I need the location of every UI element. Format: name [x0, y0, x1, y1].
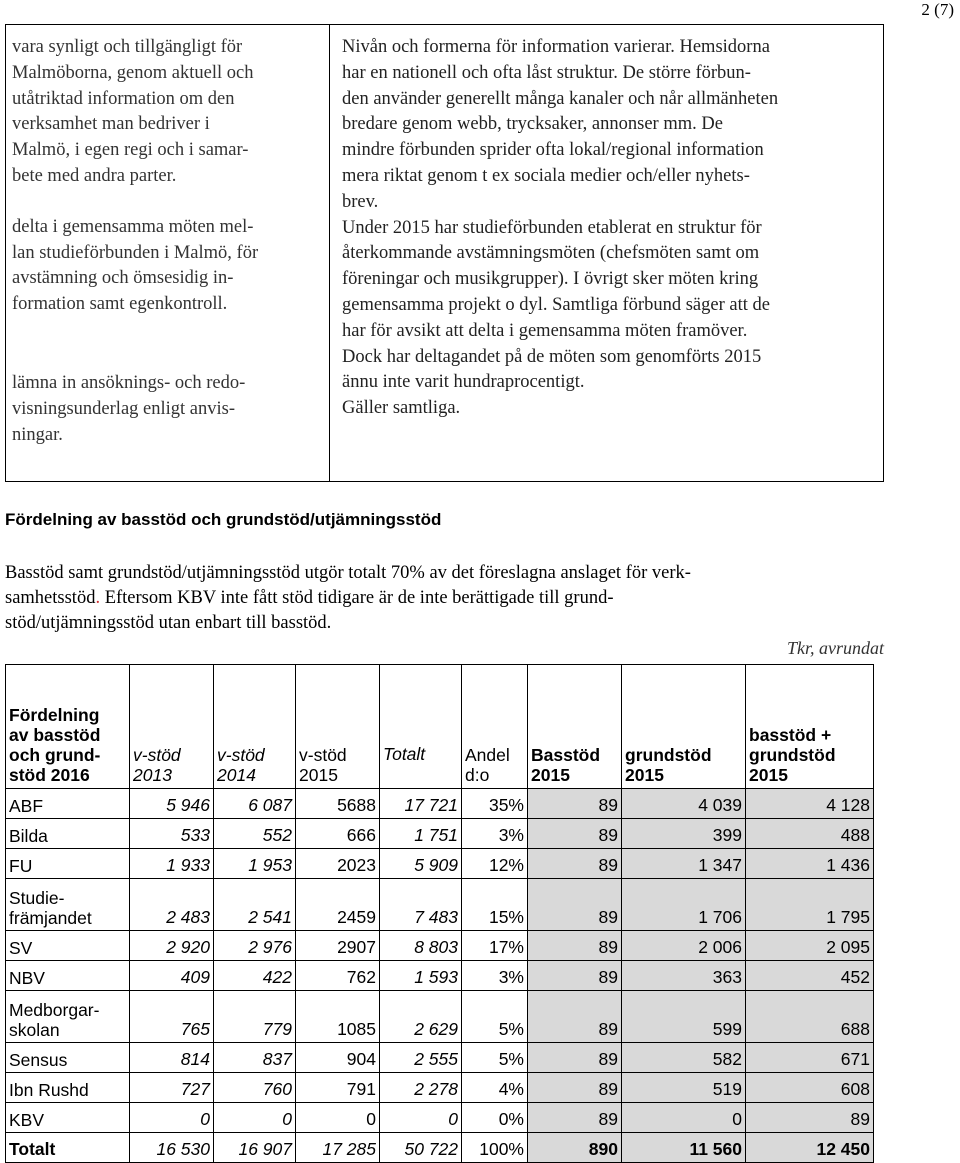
left-item-3	[12, 371, 324, 448]
org-name-line: Studie-	[9, 888, 65, 908]
text-line: gemensamma projekt o dyl. Samtliga förbund säger att de	[342, 294, 770, 315]
text-line: föreningar och musikgrupper). I övrigt sker möten kring	[342, 269, 759, 290]
v2013-cell: 2 920	[130, 931, 214, 961]
text-line: Dock har deltagandet på de möten som genomförts 2015	[342, 346, 762, 367]
criteria-left-column	[12, 35, 324, 448]
total-grundstod: 11 560	[622, 1133, 746, 1163]
andel-cell: 3%	[462, 819, 528, 849]
text-line: mera riktat genom t ex sociala medier och/eller nyhets-	[342, 165, 750, 186]
header-line: Totalt	[383, 744, 426, 764]
total-v2014: 16 907	[214, 1133, 296, 1163]
total-label: Totalt	[6, 1133, 130, 1163]
header-line: 2013	[133, 765, 172, 785]
v2013-cell: 533	[130, 819, 214, 849]
andel-cell: 5%	[462, 1043, 528, 1073]
text-line: utåtriktad information om den	[12, 88, 235, 109]
org-name-line: Ibn Rushd	[9, 1080, 89, 1100]
table-row	[6, 1103, 874, 1133]
basstod-cell: 89	[528, 819, 622, 849]
v2013-cell: 409	[130, 961, 214, 991]
v2014-cell: 2 976	[214, 931, 296, 961]
andel-cell: 17%	[462, 931, 528, 961]
org-name-cell	[6, 1103, 130, 1133]
grundstod-cell: 599	[622, 991, 746, 1043]
basstod-cell: 89	[528, 991, 622, 1043]
text-line: ännu inte varit hundraprocentigt.	[342, 372, 585, 393]
v2014-cell: 0	[214, 1103, 296, 1133]
total-andel: 100%	[462, 1133, 528, 1163]
header-line: Basstöd	[531, 745, 601, 765]
grundstod-cell: 399	[622, 819, 746, 849]
header-line: och grund-	[9, 745, 101, 765]
sum-cell: 608	[746, 1073, 874, 1103]
table-row	[6, 879, 874, 931]
sum-cell: 89	[746, 1103, 874, 1133]
org-name-cell	[6, 991, 130, 1043]
org-name-line: Bilda	[9, 826, 48, 846]
header-line: 2014	[217, 765, 256, 785]
v2013-cell: 814	[130, 1043, 214, 1073]
header-line: d:o	[465, 765, 490, 785]
andel-cell: 5%	[462, 991, 528, 1043]
table-row	[6, 789, 874, 819]
sum-cell: 488	[746, 819, 874, 849]
v2013-cell: 0	[130, 1103, 214, 1133]
sum-cell: 688	[746, 991, 874, 1043]
v2014-cell: 1 953	[214, 849, 296, 879]
grundstod-cell: 4 039	[622, 789, 746, 819]
header-line: 2015	[625, 765, 664, 785]
v2014-cell: 760	[214, 1073, 296, 1103]
text-line: återkommande avstämningsmöten (chefsmöten samt om	[342, 243, 760, 264]
text-line: Under 2015 har studieförbunden etablerat en struktur för	[342, 217, 762, 238]
grundstod-cell: 1 347	[622, 849, 746, 879]
org-name-cell	[6, 819, 130, 849]
total-sum: 12 450	[746, 1133, 874, 1163]
text-line: har för avsikt att delta i gemensamma möten framöver.	[342, 320, 748, 341]
andel-cell: 0%	[462, 1103, 528, 1133]
basstod-cell: 89	[528, 961, 622, 991]
grundstod-cell: 519	[622, 1073, 746, 1103]
body-line-1: Basstöd samt grundstöd/utjämningsstöd utgör totalt 70% av det föreslagna anslaget för verk-	[5, 563, 691, 583]
org-name-line: KBV	[9, 1110, 45, 1130]
v2015-cell: 791	[296, 1073, 380, 1103]
totalt-cell: 5 909	[380, 849, 462, 879]
sum-cell: 452	[746, 961, 874, 991]
distribution-table	[5, 664, 874, 1163]
text-line: verksamhet man bedriver i	[12, 114, 210, 135]
header-line: basstöd +	[749, 725, 832, 745]
v2013-cell: 2 483	[130, 879, 214, 931]
total-row	[6, 1133, 874, 1163]
text-line: brev.	[342, 191, 379, 212]
text-line: Malmöborna, genom aktuell och	[12, 62, 254, 83]
basstod-cell: 89	[528, 1043, 622, 1073]
header-line: 2015	[299, 765, 338, 785]
header-totalt	[380, 665, 462, 789]
body-line-3: stöd/utjämningsstöd utan enbart till basstöd.	[5, 613, 332, 633]
totalt-cell: 8 803	[380, 931, 462, 961]
total-v2015: 17 285	[296, 1133, 380, 1163]
criteria-right-column	[342, 35, 882, 422]
totalt-cell: 2 278	[380, 1073, 462, 1103]
v2015-cell: 904	[296, 1043, 380, 1073]
sum-cell: 671	[746, 1043, 874, 1073]
basstod-cell: 89	[528, 1103, 622, 1133]
v2013-cell: 5 946	[130, 789, 214, 819]
table-row	[6, 819, 874, 849]
v2014-cell: 6 087	[214, 789, 296, 819]
sum-cell: 4 128	[746, 789, 874, 819]
right-item-3	[342, 396, 882, 422]
basstod-cell: 89	[528, 789, 622, 819]
v2014-cell: 552	[214, 819, 296, 849]
text-line: Gäller samtliga.	[342, 398, 461, 419]
andel-cell: 35%	[462, 789, 528, 819]
org-name-line: Sensus	[9, 1050, 68, 1070]
v2015-cell: 666	[296, 819, 380, 849]
table-body	[6, 789, 874, 1163]
grundstod-cell: 2 006	[622, 931, 746, 961]
header-line: stöd 2016	[9, 765, 90, 785]
v2015-cell: 1085	[296, 991, 380, 1043]
totalt-cell: 1 751	[380, 819, 462, 849]
text-line: visningsunderlag enligt anvis-	[12, 398, 235, 419]
page-number: 2 (7)	[921, 0, 954, 19]
table-row	[6, 849, 874, 879]
andel-cell: 3%	[462, 961, 528, 991]
body-text-segment: samhetsstöd	[5, 588, 96, 608]
v2015-cell: 2459	[296, 879, 380, 931]
org-name-line: skolan	[9, 1020, 60, 1040]
total-v2013: 16 530	[130, 1133, 214, 1163]
text-line: har en nationell och ofta låst struktur. De större förbun-	[342, 62, 751, 83]
basstod-cell: 89	[528, 1073, 622, 1103]
andel-cell: 4%	[462, 1073, 528, 1103]
org-name-cell	[6, 849, 130, 879]
header-org	[6, 665, 130, 789]
org-name-cell	[6, 1073, 130, 1103]
left-item-1	[12, 35, 324, 190]
v2015-cell: 5688	[296, 789, 380, 819]
v2014-cell: 779	[214, 991, 296, 1043]
section-heading: Fördelning av basstöd och grundstöd/utjämningsstöd	[5, 510, 442, 529]
v2015-cell: 2907	[296, 931, 380, 961]
text-line: lämna in ansöknings- och redo-	[12, 372, 246, 393]
header-line: Andel	[465, 745, 510, 765]
table-row	[6, 961, 874, 991]
header-andel	[462, 665, 528, 789]
org-name-cell	[6, 1043, 130, 1073]
header-row	[6, 665, 874, 789]
header-v2013	[130, 665, 214, 789]
header-grundstod	[622, 665, 746, 789]
totalt-cell: 2 629	[380, 991, 462, 1043]
text-line: bete med andra parter.	[12, 165, 177, 186]
v2014-cell: 422	[214, 961, 296, 991]
header-line: av basstöd	[9, 725, 101, 745]
basstod-cell: 89	[528, 849, 622, 879]
text-line: Nivån och formerna för information varierar. Hemsidorna	[342, 37, 770, 57]
v2013-cell: 727	[130, 1073, 214, 1103]
org-name-line: FU	[9, 856, 33, 876]
v2015-cell: 762	[296, 961, 380, 991]
text-line: delta i gemensamma möten mel-	[12, 216, 254, 237]
text-line: bredare genom webb, trycksaker, annonser mm. De	[342, 114, 723, 135]
grundstod-cell: 582	[622, 1043, 746, 1073]
org-name-line: främjandet	[9, 908, 92, 928]
v2015-cell: 2023	[296, 849, 380, 879]
andel-cell: 15%	[462, 879, 528, 931]
body-paragraph	[5, 561, 905, 636]
totalt-cell: 0	[380, 1103, 462, 1133]
left-item-2	[12, 215, 324, 318]
header-sum	[746, 665, 874, 789]
text-line: ningar.	[12, 424, 63, 445]
totalt-cell: 2 555	[380, 1043, 462, 1073]
andel-cell: 12%	[462, 849, 528, 879]
table-row	[6, 1043, 874, 1073]
totalt-cell: 7 483	[380, 879, 462, 931]
text-line: vara synligt och tillgängligt för	[12, 37, 243, 57]
org-name-cell	[6, 789, 130, 819]
right-item-2	[342, 216, 882, 397]
table-row	[6, 1073, 874, 1103]
org-name-cell	[6, 879, 130, 931]
header-line: v-stöd	[217, 745, 265, 765]
header-line: Fördelning	[9, 705, 100, 725]
v2014-cell: 2 541	[214, 879, 296, 931]
body-line-2	[5, 586, 905, 611]
body-text-segment: Eftersom KBV inte fått stöd tidigare är de inte berättigade till grund-	[100, 588, 614, 608]
text-line: Malmö, i egen regi och i samar-	[12, 140, 249, 161]
grundstod-cell: 0	[622, 1103, 746, 1133]
org-name-cell	[6, 961, 130, 991]
header-v2015	[296, 665, 380, 789]
unit-note: Tkr, avrundat	[786, 638, 884, 658]
v2015-cell: 0	[296, 1103, 380, 1133]
header-line: grundstöd	[625, 745, 712, 765]
header-line: grundstöd	[749, 745, 836, 765]
totalt-cell: 1 593	[380, 961, 462, 991]
sum-cell: 1 795	[746, 879, 874, 931]
header-line: 2015	[531, 765, 570, 785]
text-line: mindre förbunden sprider ofta lokal/regional information	[342, 140, 764, 161]
basstod-cell: 89	[528, 931, 622, 961]
total-basstod: 890	[528, 1133, 622, 1163]
org-name-line: SV	[9, 938, 33, 958]
table-row	[6, 931, 874, 961]
header-line: v-stöd	[133, 745, 181, 765]
header-line: 2015	[749, 765, 788, 785]
org-name-line: NBV	[9, 968, 45, 988]
table-row	[6, 991, 874, 1043]
red-period: .	[95, 588, 101, 608]
org-name-cell	[6, 931, 130, 961]
v2014-cell: 837	[214, 1043, 296, 1073]
text-line: formation samt egenkontroll.	[12, 294, 228, 315]
criteria-table	[5, 24, 884, 482]
grundstod-cell: 1 706	[622, 879, 746, 931]
totalt-cell: 17 721	[380, 789, 462, 819]
org-name-line: ABF	[9, 796, 44, 816]
column-divider	[329, 25, 330, 481]
v2013-cell: 765	[130, 991, 214, 1043]
sum-cell: 1 436	[746, 849, 874, 879]
text-line: avstämning och ömsesidig in-	[12, 268, 234, 289]
v2013-cell: 1 933	[130, 849, 214, 879]
grundstod-cell: 363	[622, 961, 746, 991]
header-v2014	[214, 665, 296, 789]
total-totalt: 50 722	[380, 1133, 462, 1163]
text-line: den använder generellt många kanaler och når allmänheten	[342, 88, 779, 109]
basstod-cell: 89	[528, 879, 622, 931]
right-item-1	[342, 35, 882, 216]
org-name-line: Medborgar-	[9, 1000, 100, 1020]
header-line: v-stöd	[299, 745, 347, 765]
header-basstod	[528, 665, 622, 789]
text-line: lan studieförbunden i Malmö, för	[12, 242, 259, 263]
sum-cell: 2 095	[746, 931, 874, 961]
